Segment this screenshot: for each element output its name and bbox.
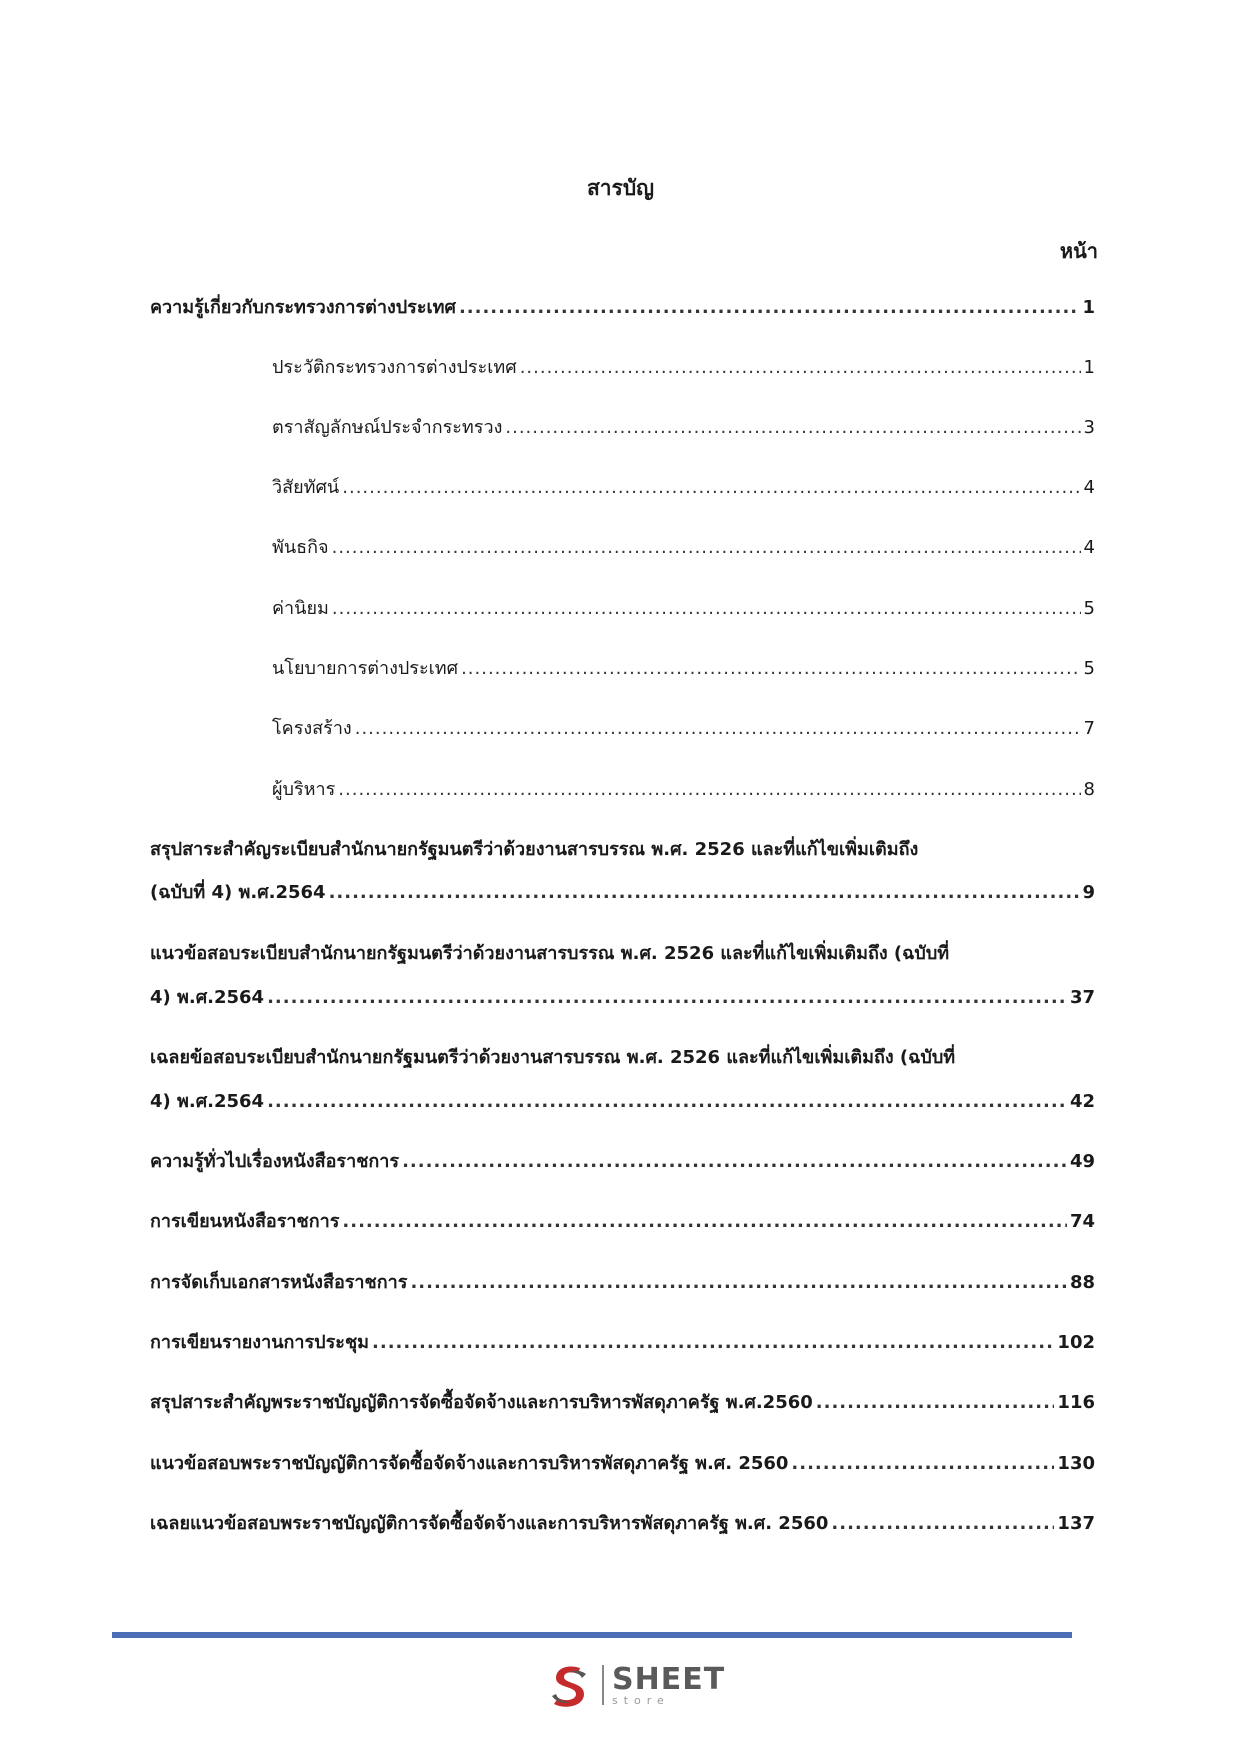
toc-page-number: 5 xyxy=(1083,658,1095,679)
toc-entry[interactable] xyxy=(150,878,1095,908)
toc-entry[interactable] xyxy=(150,1509,1095,1539)
toc-leader-dots xyxy=(267,1087,1067,1117)
brand-name: SHEET xyxy=(612,1661,726,1697)
brand-subtitle: store xyxy=(612,1693,670,1707)
toc-leader-dots xyxy=(372,1328,1054,1358)
toc-leader-dots xyxy=(520,353,1081,383)
toc-page-number: 88 xyxy=(1069,1272,1095,1293)
toc-page-number: 116 xyxy=(1057,1392,1095,1413)
toc-leader-dots xyxy=(267,983,1067,1013)
toc-page-number: 7 xyxy=(1083,718,1095,739)
toc-page-number: 102 xyxy=(1057,1332,1095,1353)
toc-subentry[interactable] xyxy=(272,413,1095,443)
toc-leader-dots xyxy=(342,473,1080,503)
toc-leader-dots xyxy=(332,533,1081,563)
toc-entry-text: ตราสัญลักษณ์ประจำกระทรวง xyxy=(272,417,503,438)
toc-subentry[interactable] xyxy=(272,473,1095,503)
toc-entry-text: (ฉบับที่ 4) พ.ศ.2564 xyxy=(150,882,326,903)
toc-page-number: 137 xyxy=(1057,1513,1095,1534)
toc-entry-text: ผู้บริหาร xyxy=(272,779,336,800)
toc-subentry[interactable] xyxy=(272,714,1095,744)
toc-page-number: 42 xyxy=(1069,1091,1095,1112)
toc-leader-dots xyxy=(461,654,1080,684)
toc-entry-text: สรุปสาระสำคัญพระราชบัญญัติการจัดซื้อจัดจ้างและการบริหารพัสดุภาครัฐ พ.ศ.2560 xyxy=(150,1392,813,1413)
toc-leader-dots xyxy=(410,1268,1067,1298)
toc-page-number: 49 xyxy=(1069,1151,1095,1172)
toc-page-number: 4 xyxy=(1083,537,1095,558)
toc-leader-dots xyxy=(332,594,1081,624)
toc-page-number: 4 xyxy=(1083,477,1095,498)
toc-entry-line1: เฉลยข้อสอบระเบียบสำนักนายกรัฐมนตรีว่าด้วยงานสารบรรณ พ.ศ. 2526 และที่แก้ไขเพิ่มเติมถึง (ฉบับที่ xyxy=(150,1047,956,1068)
brand-logo xyxy=(546,1660,725,1710)
toc-leader-dots xyxy=(459,293,1080,323)
toc-leader-dots xyxy=(816,1388,1055,1418)
toc-leader-dots xyxy=(342,1207,1067,1237)
toc-entry-text: แนวข้อสอบพระราชบัญญัติการจัดซื้อจัดจ้างและการบริหารพัสดุภาครัฐ พ.ศ. 2560 xyxy=(150,1453,789,1474)
toc-subentry[interactable] xyxy=(272,353,1095,383)
toc-entry[interactable] xyxy=(150,983,1095,1013)
toc-entry-text: 4) พ.ศ.2564 xyxy=(150,1091,265,1112)
toc-subentry[interactable] xyxy=(272,654,1095,684)
toc-entry-text: การเขียนหนังสือราชการ xyxy=(150,1211,340,1232)
toc-entry-text: การจัดเก็บเอกสารหนังสือราชการ xyxy=(150,1272,408,1293)
toc-entry[interactable] xyxy=(150,1268,1095,1298)
toc-entry-text: โครงสร้าง xyxy=(272,718,352,739)
toc-entry[interactable] xyxy=(150,1328,1095,1358)
toc-entry-line1: แนวข้อสอบระเบียบสำนักนายกรัฐมนตรีว่าด้วยงานสารบรรณ พ.ศ. 2526 และที่แก้ไขเพิ่มเติมถึง (ฉบับที่ xyxy=(150,943,950,964)
toc-subentry[interactable] xyxy=(272,533,1095,563)
toc-entry-text: นโยบายการต่างประเทศ xyxy=(272,658,459,679)
toc-page-number: 130 xyxy=(1057,1453,1095,1474)
toc-leader-dots xyxy=(402,1147,1067,1177)
toc-entry[interactable] xyxy=(150,1388,1095,1418)
toc-entry[interactable] xyxy=(150,1207,1095,1237)
toc-entry[interactable] xyxy=(150,293,1095,323)
toc-leader-dots xyxy=(831,1509,1054,1539)
sheet-store-logo-icon xyxy=(546,1660,594,1710)
toc-entry-text: ค่านิยม xyxy=(272,598,329,619)
toc-page-number: 9 xyxy=(1082,882,1095,903)
toc-entry-text: ความรู้ทั่วไปเรื่องหนังสือราชการ xyxy=(150,1151,400,1172)
toc-entry[interactable] xyxy=(150,1147,1095,1177)
toc-page-number: 5 xyxy=(1083,598,1095,619)
toc-entry-text: วิสัยทัศน์ xyxy=(272,477,340,498)
toc-page-number: 1 xyxy=(1083,357,1095,378)
toc-page-number: 74 xyxy=(1069,1211,1095,1232)
page-column-label: หน้า xyxy=(1059,239,1098,263)
toc-subentry[interactable] xyxy=(272,594,1095,624)
toc-entry-text: 4) พ.ศ.2564 xyxy=(150,987,265,1008)
toc-page-number: 1 xyxy=(1082,297,1095,318)
toc-entry-text: พันธกิจ xyxy=(272,537,329,558)
footer-divider-bar xyxy=(112,1632,1072,1638)
toc-leader-dots xyxy=(338,775,1080,805)
toc-entry-line1: สรุปสาระสำคัญระเบียบสำนักนายกรัฐมนตรีว่าด้วยงานสารบรรณ พ.ศ. 2526 และที่แก้ไขเพิ่มเติมถึง xyxy=(150,839,919,860)
toc-subentry[interactable] xyxy=(272,775,1095,805)
toc-leader-dots xyxy=(329,878,1080,908)
toc-leader-dots xyxy=(355,714,1081,744)
toc-entry-text: ประวัติกระทรวงการต่างประเทศ xyxy=(272,357,517,378)
toc-entry[interactable] xyxy=(150,1087,1095,1117)
toc-leader-dots xyxy=(791,1449,1054,1479)
toc-entry-text: เฉลยแนวข้อสอบพระราชบัญญัติการจัดซื้อจัดจ้างและการบริหารพัสดุภาครัฐ พ.ศ. 2560 xyxy=(150,1513,829,1534)
toc-leader-dots xyxy=(505,413,1080,443)
logo-separator xyxy=(602,1665,604,1705)
toc-entry-text: ความรู้เกี่ยวกับกระทรวงการต่างประเทศ xyxy=(150,297,456,318)
toc-entry-text: การเขียนรายงานการประชุม xyxy=(150,1332,370,1353)
toc-page-number: 8 xyxy=(1083,779,1095,800)
toc-page-number: 37 xyxy=(1069,987,1095,1008)
page-title: สารบัญ xyxy=(586,176,655,200)
toc-entry[interactable] xyxy=(150,1449,1095,1479)
toc-page-number: 3 xyxy=(1083,417,1095,438)
